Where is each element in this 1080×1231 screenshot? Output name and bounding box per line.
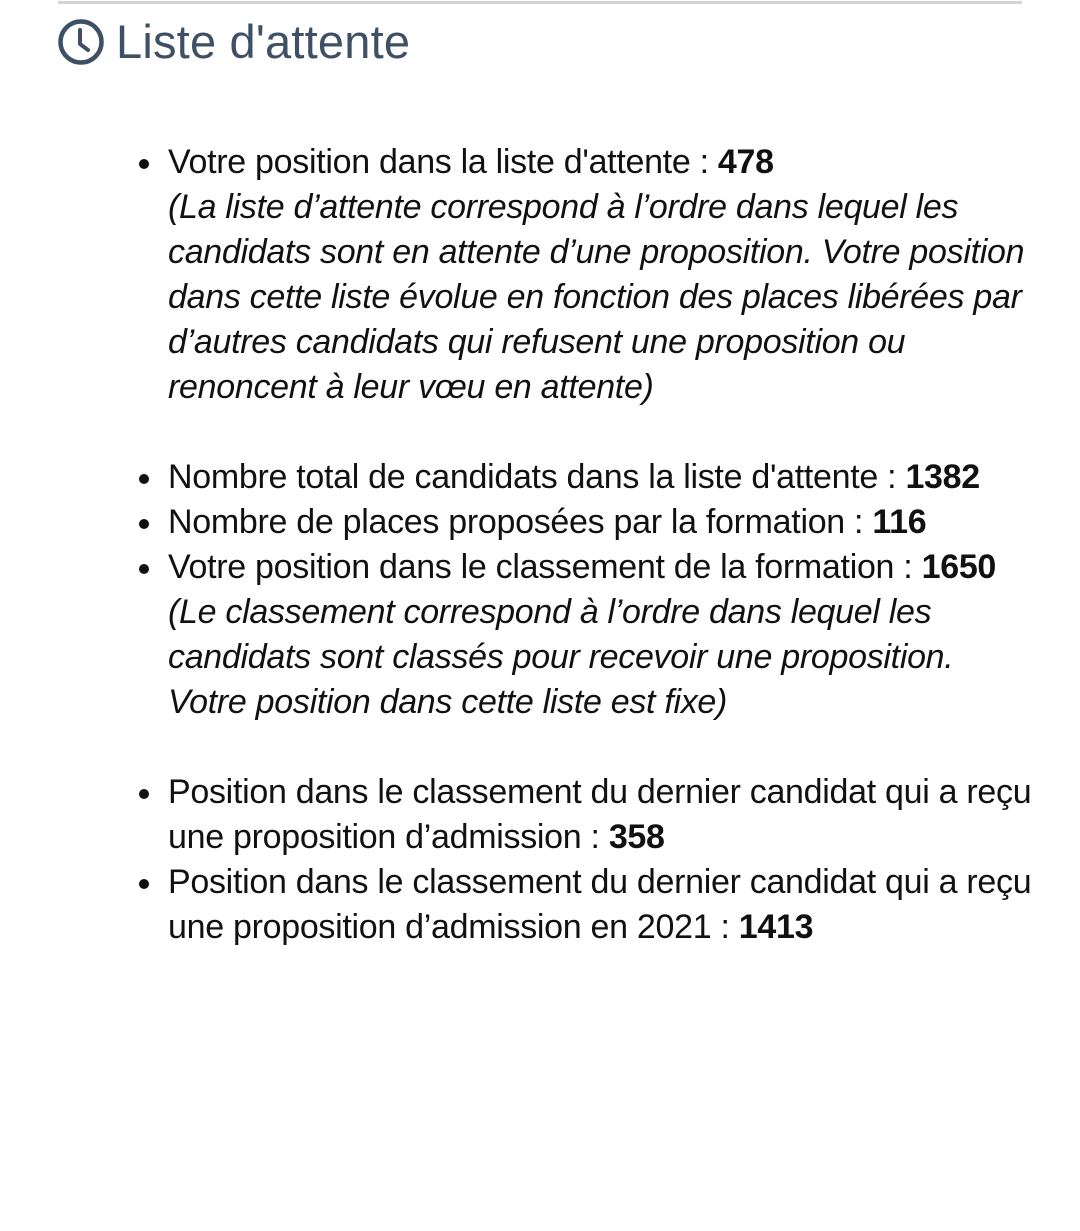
item-value: 358 [608, 818, 665, 856]
list-item-places-offered [168, 500, 1038, 545]
list-item-last-admitted-position-2021 [168, 860, 1038, 950]
section-title: Liste d'attente [116, 15, 411, 68]
list-item-last-admitted-position [168, 770, 1038, 860]
item-note: (La liste d’attente correspond à l’ordre dans lequel les candidats sont en attente d’une proposition. Votre position dans cette liste évolue en fonction des places libérées par d’autres candidats qui refusent une proposition ou renoncent à leur vœu en attente) [168, 188, 1025, 406]
item-label: Nombre total de candidats dans la liste d'attente : [168, 458, 906, 496]
item-label: Votre position dans le classement de la formation : [168, 548, 922, 586]
item-label: Position dans le classement du dernier candidat qui a reçu une proposition d’admission en 2021 : [168, 863, 1032, 946]
list-item-ranking-position [168, 545, 1038, 725]
item-value: 116 [872, 503, 927, 541]
item-value: 478 [717, 143, 774, 181]
item-label: Votre position dans la liste d'attente : [168, 143, 718, 181]
waitlist-info-list [168, 140, 1038, 950]
item-value: 1650 [921, 548, 997, 586]
item-value: 1413 [738, 908, 814, 946]
item-label: Nombre de places proposées par la formation : [168, 503, 873, 541]
list-item-waitlist-position [168, 140, 1038, 410]
section-divider [58, 1, 1022, 4]
section-header [56, 12, 410, 72]
clock-icon [56, 17, 106, 67]
item-note: (Le classement correspond à l’ordre dans lequel les candidats sont classés pour recevoir une proposition. Votre position dans cette liste est fixe) [168, 593, 954, 721]
list-item-total-candidates [168, 455, 1038, 500]
item-value: 1382 [905, 458, 980, 496]
item-label: Position dans le classement du dernier candidat qui a reçu une proposition d’admission : [168, 773, 1032, 856]
